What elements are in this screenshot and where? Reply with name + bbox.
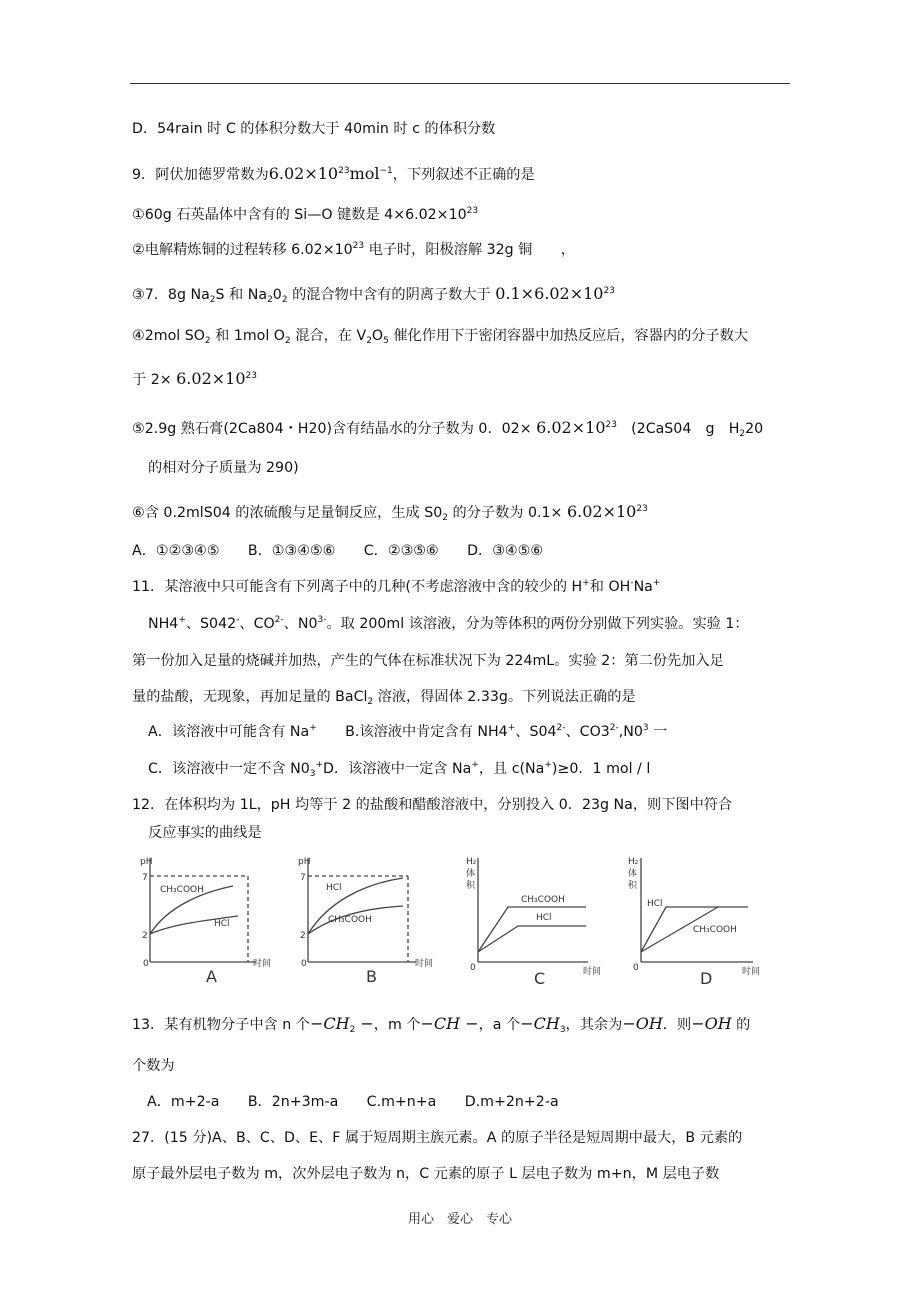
graph-b-lower-label: CH₃COOH [328, 915, 372, 925]
graph-a [150, 858, 256, 962]
graph-d-y-label-3: 积 [628, 881, 638, 891]
page-footer: 用心 爱心 专心 [407, 1212, 512, 1227]
graph-a-lower-label: HCl [214, 919, 230, 929]
q9-statement-2: ②电解精炼铜的过程转移 $6.02\times 10^{23}$ 电子时，阳极溶解 32g 铜 ， [132, 241, 575, 258]
graph-d [641, 858, 753, 962]
graph-c-y-label-2: 体 [466, 869, 476, 879]
graph-c-labels [466, 857, 601, 988]
graph-c-letter: C [534, 969, 546, 988]
graph-c-y-label-3: 积 [466, 881, 476, 891]
q9-statement-1: ①60g 石英晶体中含有的 Si—O 键数是 $4\times 6.02\times 10^{23}$ [132, 206, 479, 223]
q9-statement-4: ④2mol $SO_2$ 和 1mol $O_2$ 混合，在 $V_2O_5$ 催化作用下于密闭容器中加热反应后，容器内的分子数大 [132, 328, 749, 346]
graph-d-y-label-2: 体 [628, 869, 638, 879]
q11-stem-3: 第一份加入足量的烧碱并加热，产生的气体在标准状况下为 224mL。实验 2：第二份先加入足 [132, 653, 724, 669]
q12-graphs [128, 850, 788, 990]
graph-a-y-label: pH [140, 857, 153, 867]
q13-stem-2: 个数为 [132, 1058, 175, 1074]
q9-statement-4-cont: 于 $2\times 6.02\times 10^{23}$ [132, 369, 257, 388]
header-rule [130, 83, 790, 84]
q11-stem-2: NH4+、S042-、$CO^{2-}$、$N0^{3-}$。取 200ml 该溶液，分为等体积的两份分别做下列实验。实验 1： [148, 615, 749, 632]
q9-statement-3: ③7．8g $Na_2S$ 和 $Na_20_2$ 的混合物中含有的阴离子数大于 $0.1\times 6.02\times 10^{23}$ [132, 284, 615, 305]
graph-b-y-top: 7 [300, 873, 306, 883]
graph-d-y-label: H₂ [628, 857, 639, 867]
graph-b-upper-label: HCl [326, 883, 342, 893]
graph-c-lower-label: HCl [536, 913, 552, 923]
q13-options: A．m+2-a B．2n+3m-a C.m+n+a D.m+2n+2-a [147, 1094, 559, 1110]
graph-d-origin: 0 [633, 963, 639, 973]
graph-c-upper-label: CH₃COOH [521, 895, 565, 905]
graph-b-y-label: pH [298, 857, 311, 867]
graph-a-letter: A [206, 967, 217, 986]
q9-statement-5-cont: 的相对分子质量为 290) [148, 460, 299, 476]
graph-b-letter: B [366, 967, 377, 986]
q11-stem-1: 11．某溶液中只可能含有下列离子中的几种(不考虑溶液中含的较少的 H+和 OH-Na+ [132, 578, 661, 595]
graph-c-upper-curve [478, 907, 586, 952]
graph-c-lower-curve [478, 926, 586, 952]
q13-stem-1: 13．某有机物分子中含 n 个$-CH_2$ −，m 个−CH −，a 个$-CH_3$，其余为−OH．则−OH 的 [132, 1014, 751, 1035]
graph-a-x-label: 时间 [253, 959, 272, 969]
graph-c [478, 858, 588, 962]
graph-b [308, 858, 416, 962]
graph-b-x-label: 时间 [415, 959, 434, 969]
graph-a-y-low: 2 [142, 931, 148, 941]
graph-b-origin: 0 [301, 959, 307, 969]
q8-option-d: D．54rain 时 C 的体积分数大于 40min 时 c 的体积分数 [132, 121, 496, 137]
graph-d-letter: D [700, 969, 713, 988]
q11-stem-4: 量的盐酸，无现象，再加足量的 BaCl$_2$ 溶液，得固体 2.33g。下列说法正确的是 [132, 689, 636, 707]
q27-stem-1: 27．(15 分)A、B、C、D、E、F 属于短周期主族元素。A 的原子半径是短周期中最大，B 元素的 [132, 1130, 743, 1146]
q27-stem-2: 原子最外层电子数为 m，次外层电子数为 n，C 元素的原子 L 层电子数为 m+n，M 层电子数 [132, 1166, 720, 1182]
graph-a-origin: 0 [143, 959, 149, 969]
q12-stem-1: 12．在体积均为 1L，pH 均等于 2 的盐酸和醋酸溶液中，分别投入 0．23g Na，则下图中符合 [132, 797, 733, 813]
q11-options-cd: C．该溶液中一定不含 $N0_3^+D$．该溶液中一定含 Na+，且 c(Na+)≥0．1 mol / l [148, 760, 651, 779]
q9-options: A．①②③④⑤ B．①③④⑤⑥ C．②③⑤⑥ D．③④⑤⑥ [132, 543, 544, 559]
graph-d-labels [628, 857, 760, 988]
graph-c-x-label: 时间 [583, 967, 602, 977]
graph-d-x-label: 时间 [742, 967, 761, 977]
q9-statement-6: ⑥含 0.2mlS04 的浓硫酸与足量铜反应，生成 $S0_2$ 的分子数为 $0.1\times 6.02\times 10^{23}$ [132, 502, 648, 523]
graph-a-y-top: 7 [142, 873, 148, 883]
graph-b-y-low: 2 [300, 931, 306, 941]
q12-stem-2: 反应事实的曲线是 [148, 825, 262, 841]
graph-c-origin: 0 [470, 963, 476, 973]
q9-stem: 9．阿伏加德罗常数为$6.02\times 10^{23}mol^{-1}$，下列叙述不正确的是 [132, 164, 535, 183]
graph-c-y-label: H₂ [466, 857, 477, 867]
q9-statement-5: ⑤2.9g 熟石膏(2Ca804・H20)含有结晶水的分子数为 0．$02\times 6.02\times 10^{23}$ (2CaS04 g $H_220$ [132, 418, 764, 439]
graph-d-lower-label: CH₃COOH [693, 925, 737, 935]
q11-options-ab: A．该溶液中可能含有 Na+ B.该溶液中肯定含有 NH4+、$S04^{2-}$、$CO3^{2-},N0^3$ 一 [148, 723, 668, 740]
graph-d-upper-label: HCl [647, 899, 663, 909]
graph-a-upper-label: CH₃COOH [160, 885, 204, 895]
